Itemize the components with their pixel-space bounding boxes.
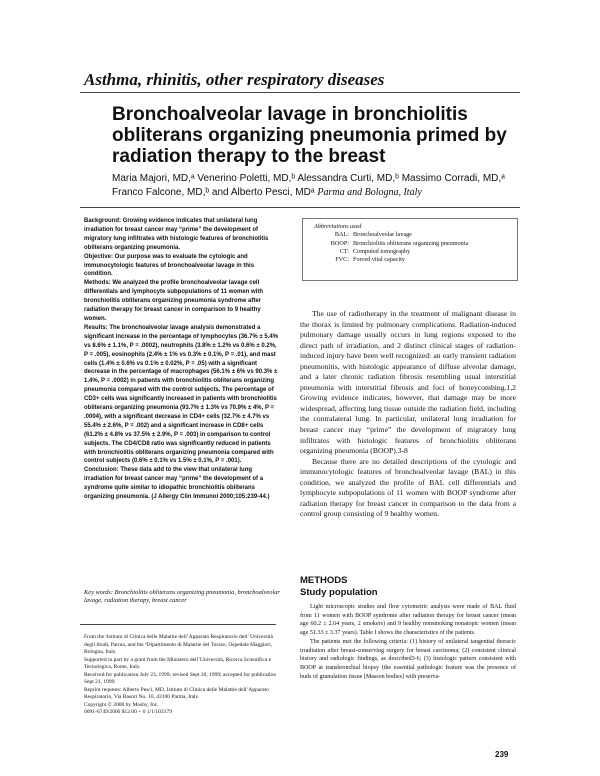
- methods-heading: METHODS: [300, 575, 348, 586]
- journal-section-heading: Asthma, rhinitis, other respiratory diseases: [84, 70, 385, 89]
- author-location: Parma and Bologna, Italy: [317, 187, 422, 198]
- methods-paragraph-1: Light microscopic studies and flow cytometric analysis were made of BAL fluid from 11 women with BOOP syndrome after radiation therapy for breast cancer (mean age 60.2 ± 2.64 years, 2 smokers) and 9 healthy nonsmoking nonatopic women (mean age 51.33 ± 3.37 years). Table I shows the characteristics of the patients.: [300, 604, 516, 637]
- introduction: [300, 309, 516, 520]
- abstract: [84, 217, 280, 502]
- author-names: Maria Majori, MD,ᵃ Venerino Poletti, MD,ᵇ Alessandra Curti, MD,ᵇ Massimo Corradi, MD,ᵃ Franco Falcone, MD,ᵇ and Alberto Pesci, MDᵃ: [112, 173, 505, 198]
- article-title: Bronchoalveolar lavage in bronchiolitis obliterans organizing pneumonia primed by radiation therapy to the breast: [112, 104, 507, 167]
- abbreviation-key: BAL:: [334, 231, 349, 239]
- abstract-objective: Objective: Our purpose was to evaluate the cytologic and immunocytologic features of bronchoalveolar lavage in this condition.: [84, 253, 255, 278]
- methods-paragraph-2: The patients met the following criteria: (1) history of unilateral tangential thoracic irradiation after breast-conserving surgery for breast carcinoma; (2) consistent clinical history and radiologic findings, as described3-6; (3) histologic pattern consistent with BOOP at transbronchial biopsy (the essential pathologic feature was the presence of buds of granulation tissue [Masson bodies] with preserva-: [300, 638, 516, 680]
- abbreviation-row: [307, 231, 513, 239]
- footnotes: [84, 634, 280, 717]
- footnote-reprint: Reprint requests: Alberto Pesci, MD, Istituto di Clinica delle Malattie dell’Apparato Respiratorio, Via Rasori No. 10, 43100 Parma, Italy.: [84, 686, 269, 700]
- footnote-rule: [80, 624, 276, 625]
- abbreviation-key: FVC:: [335, 256, 349, 264]
- section-rule: [80, 92, 520, 93]
- author-list: [112, 172, 520, 200]
- abbreviation-row: [307, 248, 513, 256]
- abbreviations-box: [302, 218, 518, 281]
- author-rule: [80, 207, 520, 208]
- methods-text: [300, 603, 516, 681]
- abbreviation-row: [307, 240, 513, 248]
- abbreviation-definition: Bronchoalveolar lavage: [353, 231, 412, 239]
- abstract-methods: Methods: We analyzed the profile bronchoalveolar lavage cell differentials and lymphocyte subpopulations of 11 women with bronchiolitis obliterans organizing pneumonia syndrome after radiation therapy for breast cancer in comparison to 9 healthy women.: [84, 280, 264, 322]
- footnote-code: 0091-6749/2000 $12.00 + 0 1/1/103179: [84, 709, 172, 715]
- footnote-support: Supported in part by a grant from the Ministero dell’Università, Ricerca Scientifica e Tecnologica, Rome, Italy.: [84, 656, 272, 670]
- intro-paragraph-1: The use of radiotherapy in the treatment of malignant disease in the thorax is limited by pulmonary complications. Radiation-induced pulmonary damage usually occurs in lung regions exposed to the direct path of irradiation, and 2 distinct clinical stages of radiation-induced injury have been well recognized: an early transient radiation pneumonitis, with histologic appearance of diffuse alveolar damage, and a later chronic radiation fibrosis resembling usual interstitial pneumonia with interstitial fibrosis and foci of honeycombing.1,2 Growing evidence indicates, however, that damage may be more widespread, affecting lung tissue outside the radiation field, including the contralateral lung. In particular, unilateral lung irradiation for breast cancer may “prime” the development of migratory lung infiltrates with histologic features of bronchiolitis obliterans organizing pneumonia (BOOP).3-8: [300, 309, 516, 456]
- footnote-received: Received for publication July 23, 1999; revised Sept 20, 1999; accepted for publication Sept 21, 1999.: [84, 671, 277, 685]
- abbreviation-key: CT:: [339, 247, 349, 255]
- page-number: 239: [495, 750, 509, 759]
- abstract-background: Background: Growing evidence indicates that unilateral lung irradiation for breast cancer may “prime” the development of migratory lung infiltrates with histologic features of bronchiolitis obliterans organizing pneumonia.: [84, 218, 269, 251]
- abbreviation-key: BOOP:: [330, 239, 349, 247]
- key-words: Key words: Bronchiolitis obliterans organizing pneumonia, bronchoalveolar lavage, radiation therapy, breast cancer: [84, 589, 280, 604]
- abbreviation-definition: Bronchiolitis obliterans organizing pneumonia: [353, 239, 469, 247]
- footnote-affiliation: From the ᵃIstituto di Clinica delle Malattie dell’Apparato Respiratorio dell’ Università degli Studi, Parma, and the ᵇDipartimento di Malattie del Torace, Ospedale Maggiori, Bologna, Italy.: [84, 634, 273, 655]
- abstract-conclusion: Conclusion: These data add to the view that unilateral lung irradiation for breast cancer may “prime” the development of a syndrome quite similar to idiopathic bronchiolitis obliterans organizing pneumonia. (J Allergy Clin Immunol 2000;105:239-44.): [84, 467, 270, 501]
- study-population-heading: Study population: [300, 587, 378, 598]
- abbreviations-header: Abbreviations used: [314, 223, 362, 230]
- footnote-copyright: Copyright © 2000 by Mosby, Inc.: [84, 701, 159, 708]
- abbreviation-definition: Computed tomography: [353, 247, 411, 255]
- abstract-results: Results: The bronchoalveolar lavage analysis demonstrated a significant increase in the percentage of lymphocytes (36.7% ± 5.4% vs 8.6% ± 1.1%, P = .0002), neutrophils (3.8% ± 1.2% vs 0.6% ± 0.2%, P = .005), eosinophils (2.4% ± 1% vs 0.3% ± 0.1%, P = .01), and mast cells (1.4% ± 0.6% vs 0.1% ± 0.02%, P = .05) with a significant decrease in the percentage of macrophages (56.1% ± 6% vs 90.3% ± 1.4%, P = .0002) in patients with bronchiolitis obliterans organizing pneumonia compared with the control subjects. The percentage of CD3+ cells was significantly increased in patients with bronchiolitis obliterans organizing pneumonia (93.7% ± 1.3% vs 70.9% ± 4%, P = .0004), with a significant decrease in CD4+ cells (32.7% ± 4.7% vs 55.4% ± 2.6%, P = .002) and a significant increase in CD8+ cells (61.2% ± 4.8% vs 37.5% ± 2.9%, P = .003) in comparison to control subjects. The CD4/CD8 ratio was significantly reduced in patients with bronchiolitis obliterans organizing pneumonia compared with control subjects (0.6% ± 0.1% vs 1.5% ± 0.1%, P = .001).: [84, 324, 279, 465]
- abbreviation-row: [307, 256, 513, 264]
- abbreviation-definition: Forced vital capacity: [353, 256, 405, 264]
- intro-paragraph-2: Because there are no detailed descriptions of the cytologic and immunocytologic features of bronchoalveolar lavage (BAL) in this condition, we analyzed the profile of BAL cell differentials and lymphocyte subpopulations of 11 women with BOOP syndrome after radiation therapy for breast cancer in comparison to the data from a control group consisting of 9 healthy women.: [300, 456, 516, 519]
